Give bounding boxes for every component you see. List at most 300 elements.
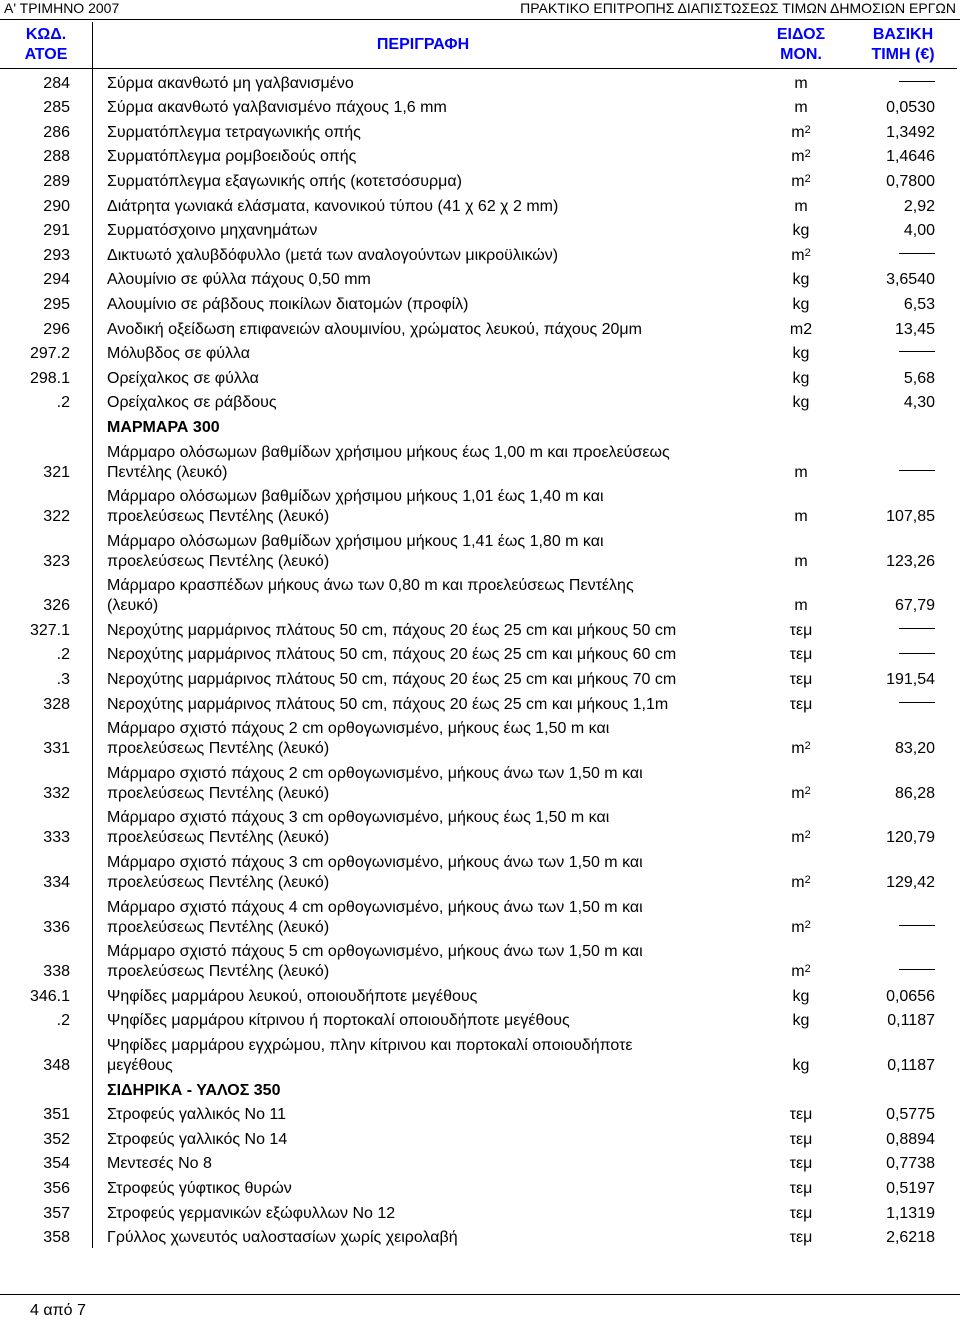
row-unit: τεμ	[789, 646, 813, 664]
table-row	[0, 94, 957, 119]
row-unit: kg	[792, 987, 810, 1005]
row-description-cell	[93, 217, 754, 242]
no-price-dash	[899, 81, 935, 82]
row-description-cell	[93, 616, 754, 641]
row-code: 297.2	[0, 340, 93, 365]
row-unit: τεμ	[789, 1130, 813, 1148]
row-description-cell	[93, 94, 754, 119]
row-description-cell	[93, 572, 754, 617]
row-code: 338	[0, 938, 93, 983]
row-description-cont: προελεύσεως Πεντέλης (λευκό)	[107, 740, 330, 758]
row-description: Νεροχύτης μαρμάρινος πλάτους 50 cm, πάχους 20 έως 25 cm και μήκους 50 cm	[107, 621, 677, 639]
row-unit-cell	[753, 266, 849, 291]
row-price: 6,53	[903, 295, 935, 313]
row-price-cell	[849, 848, 957, 893]
row-price-cell	[849, 389, 957, 414]
row-unit-cell	[753, 94, 849, 119]
page-number: 4 από 7	[30, 1302, 86, 1319]
row-unit: τεμ	[789, 1179, 813, 1197]
row-description: Συρματόπλεγμα τετραγωνικής οπής	[107, 123, 361, 141]
row-unit-cell	[753, 241, 849, 266]
row-description-cont: προελεύσεως Πεντέλης (λευκό)	[107, 784, 330, 802]
no-price-dash	[899, 470, 935, 471]
row-price: 1,3492	[886, 123, 935, 141]
row-description: Στροφεύς γύφτικος θυρών	[107, 1179, 292, 1197]
row-price: 1,1319	[886, 1204, 935, 1222]
row-price: 2,6218	[886, 1229, 935, 1247]
row-price-cell	[849, 1125, 957, 1150]
row-unit-cell	[753, 483, 849, 528]
row-unit: m	[794, 463, 808, 481]
row-code: 323	[0, 527, 93, 572]
row-price-cell	[849, 690, 957, 715]
table-row	[0, 1199, 957, 1224]
row-description: Αλουμίνιο σε φύλλα πάχους 0,50 mm	[107, 271, 371, 289]
row-price-cell	[849, 483, 957, 528]
row-unit-exponent: 2	[804, 172, 811, 185]
row-unit-exponent: 2	[804, 148, 811, 161]
row-description: Νεροχύτης μαρμάρινος πλάτους 50 cm, πάχους 20 έως 25 cm και μήκους 70 cm	[107, 671, 677, 689]
row-unit: kg	[792, 1012, 810, 1030]
table-row	[0, 315, 957, 340]
row-unit-cell	[753, 340, 849, 365]
row-unit: τεμ	[789, 1106, 813, 1124]
row-unit: m	[791, 148, 805, 166]
row-price-cell	[849, 167, 957, 192]
table-row	[0, 217, 957, 242]
row-unit-cell	[753, 715, 849, 760]
row-unit: m	[794, 74, 808, 92]
row-unit-cell	[753, 848, 849, 893]
row-price: 0,0530	[886, 99, 935, 117]
row-description-cell	[93, 483, 754, 528]
row-price: 0,8894	[886, 1130, 935, 1148]
row-description-cont: προελεύσεως Πεντέλης (λευκό)	[107, 552, 330, 570]
row-unit-exponent: 2	[804, 123, 811, 136]
row-unit: m	[791, 740, 805, 758]
row-code: 327.1	[0, 616, 93, 641]
table-row	[0, 167, 957, 192]
section-price-cell	[849, 413, 957, 438]
row-price-cell	[849, 641, 957, 666]
section-row	[0, 413, 957, 438]
row-price: 83,20	[894, 740, 935, 758]
row-code: 356	[0, 1174, 93, 1199]
row-price-cell	[849, 143, 957, 168]
row-description: Συρματόπλεγμα ρομβοειδούς οπής	[107, 148, 357, 166]
row-description-cell	[93, 340, 754, 365]
row-code: .2	[0, 389, 93, 414]
row-code: 358	[0, 1224, 93, 1249]
row-code: 284	[0, 69, 93, 94]
row-price-cell	[849, 572, 957, 617]
row-unit: τεμ	[789, 671, 813, 689]
no-price-dash	[899, 253, 935, 254]
row-unit-cell	[753, 572, 849, 617]
row-description-cell	[93, 804, 754, 849]
row-description-cell	[93, 315, 754, 340]
row-unit: kg	[792, 222, 810, 240]
no-price-dash	[899, 351, 935, 352]
row-unit-cell	[753, 364, 849, 389]
row-unit-cell	[753, 290, 849, 315]
table-row	[0, 266, 957, 291]
table-row	[0, 690, 957, 715]
table-row	[0, 572, 957, 617]
row-code: 289	[0, 167, 93, 192]
row-price: 3,6540	[886, 271, 935, 289]
row-unit: m	[791, 784, 805, 802]
row-price-cell	[849, 364, 957, 389]
row-description: Ψηφίδες μαρμάρου λευκού, οποιουδήποτε μεγέθους	[107, 987, 478, 1005]
row-unit: m2	[789, 320, 813, 338]
row-unit: m	[794, 99, 808, 117]
row-unit: τεμ	[789, 621, 813, 639]
row-price-cell	[849, 340, 957, 365]
row-price-cell	[849, 192, 957, 217]
row-description-cell	[93, 893, 754, 938]
row-unit: kg	[792, 394, 810, 412]
column-header-code: ΚΩΔ. ΑΤΟΕ	[0, 22, 93, 69]
table-row	[0, 1031, 957, 1076]
row-description-cont: προελεύσεως Πεντέλης (λευκό)	[107, 874, 330, 892]
table-row	[0, 389, 957, 414]
header-document-title: ΠΡΑΚΤΙΚΟ ΕΠΙΤΡΟΠΗΣ ΔΙΑΠΙΣΤΩΣΕΩΣ ΤΙΜΩΝ ΔΗΜΟΣΙΩΝ ΕΡΓΩΝ	[520, 0, 956, 16]
table-row	[0, 118, 957, 143]
row-price-cell	[849, 290, 957, 315]
row-description-cell	[93, 192, 754, 217]
row-price: 0,1187	[887, 1057, 935, 1074]
section-code-cell	[0, 1076, 93, 1101]
table-row	[0, 143, 957, 168]
row-code: 288	[0, 143, 93, 168]
row-unit: m	[794, 552, 808, 570]
row-unit: m	[794, 197, 808, 215]
row-code: 354	[0, 1150, 93, 1175]
row-unit: m	[791, 246, 805, 264]
row-description-cell	[93, 665, 754, 690]
row-unit: kg	[792, 345, 810, 363]
section-row	[0, 1076, 957, 1101]
row-description: Ψηφίδες μαρμάρου κίτρινου ή πορτοκαλί οποιουδήποτε μεγέθους	[107, 1012, 570, 1030]
row-price: 123,26	[886, 552, 935, 570]
row-price: 0,7738	[886, 1155, 935, 1173]
row-unit-cell	[753, 69, 849, 94]
table-header-row	[0, 22, 957, 69]
row-unit: m	[791, 918, 805, 936]
row-unit-cell	[753, 665, 849, 690]
table-row	[0, 483, 957, 528]
row-code: 351	[0, 1101, 93, 1126]
table-row	[0, 290, 957, 315]
no-price-dash	[899, 969, 935, 970]
row-code: 295	[0, 290, 93, 315]
row-description: Μάρμαρο ολόσωμων βαθμίδων χρήσιμου μήκους έως 1,00 m και προελεύσεως	[107, 443, 670, 461]
row-price-cell	[849, 118, 957, 143]
row-description: Μόλυβδος σε φύλλα	[107, 345, 251, 363]
row-description-cell	[93, 1101, 754, 1126]
row-price-cell	[849, 1224, 957, 1249]
row-price-cell	[849, 315, 957, 340]
row-description-cell	[93, 143, 754, 168]
row-unit-cell	[753, 759, 849, 804]
row-price-cell	[849, 616, 957, 641]
price-table	[0, 22, 957, 1248]
row-unit: m	[794, 597, 808, 615]
row-unit-cell	[753, 1224, 849, 1249]
row-description: Ορείχαλκος σε φύλλα	[107, 369, 259, 387]
row-description-cell	[93, 167, 754, 192]
row-description: Ανοδική οξείδωση επιφανειών αλουμινίου, χρώματος λευκού, πάχους 20μm	[107, 320, 642, 338]
row-description-cell	[93, 241, 754, 266]
section-unit-cell	[753, 413, 849, 438]
row-price-cell	[849, 759, 957, 804]
row-code: 326	[0, 572, 93, 617]
row-description: Μάρμαρο σχιστό πάχους 4 cm ορθογωνισμένο, μήκους άνω των 1,50 m και	[107, 898, 643, 916]
row-description-cell	[93, 438, 754, 483]
row-unit-cell	[753, 1007, 849, 1032]
row-price: 2,92	[903, 197, 935, 215]
row-description-cont: (λευκό)	[107, 597, 159, 615]
row-description-cont: μεγέθους	[107, 1057, 173, 1074]
row-unit-cell	[753, 893, 849, 938]
row-price-cell	[849, 69, 957, 94]
row-description-cell	[93, 1125, 754, 1150]
row-description: Αλουμίνιο σε ράβδους ποικίλων διατομών (προφίλ)	[107, 295, 469, 313]
row-unit: kg	[792, 1057, 810, 1074]
row-unit-cell	[753, 192, 849, 217]
row-unit-cell	[753, 389, 849, 414]
row-code: 328	[0, 690, 93, 715]
row-price: 129,42	[886, 874, 935, 892]
row-unit-cell	[753, 1174, 849, 1199]
row-description: Μάρμαρο ολόσωμων βαθμίδων χρήσιμου μήκους 1,41 έως 1,80 m και	[107, 532, 604, 550]
row-description: Στροφεύς γερμανικών εξώφυλλων Νο 12	[107, 1204, 396, 1222]
row-description-cell	[93, 389, 754, 414]
row-unit: kg	[792, 295, 810, 313]
header-period: Α' ΤΡΙΜΗΝΟ 2007	[4, 0, 120, 16]
row-description-cell	[93, 527, 754, 572]
no-price-dash	[899, 702, 935, 703]
row-description: Μάρμαρο σχιστό πάχους 2 cm ορθογωνισμένο, μήκους έως 1,50 m και	[107, 720, 610, 738]
row-description-cell	[93, 1199, 754, 1224]
table-row	[0, 982, 957, 1007]
row-price-cell	[849, 1031, 957, 1076]
row-description-cell	[93, 364, 754, 389]
row-description-cell	[93, 982, 754, 1007]
row-code: .2	[0, 641, 93, 666]
row-description-cell	[93, 1031, 754, 1076]
row-unit-cell	[753, 1101, 849, 1126]
row-description: Δικτυωτό χαλυβδόφυλλο (μετά των αναλογούντων μικροϋλικών)	[107, 246, 559, 264]
row-description-cont: προελεύσεως Πεντέλης (λευκό)	[107, 963, 330, 981]
row-unit-exponent: 2	[804, 918, 811, 931]
table-row	[0, 1125, 957, 1150]
row-price: 13,45	[894, 320, 935, 338]
row-unit-cell	[753, 804, 849, 849]
row-unit-exponent: 2	[804, 829, 811, 842]
table-row	[0, 69, 957, 94]
row-price: 0,5197	[886, 1179, 935, 1197]
table-row	[0, 759, 957, 804]
table-row	[0, 1224, 957, 1249]
no-price-dash	[899, 628, 935, 629]
row-description: Μεντεσές Νο 8	[107, 1155, 212, 1173]
row-unit-cell	[753, 118, 849, 143]
row-unit-cell	[753, 938, 849, 983]
row-code: 333	[0, 804, 93, 849]
row-unit-cell	[753, 690, 849, 715]
page-header	[0, 0, 960, 22]
row-description: Συρματόπλεγμα εξαγωνικής οπής (κοτετσόσυρμα)	[107, 172, 462, 190]
row-description: Μάρμαρο σχιστό πάχους 5 cm ορθογωνισμένο, μήκους άνω των 1,50 m και	[107, 943, 643, 961]
row-unit-cell	[753, 641, 849, 666]
row-price: 86,28	[894, 784, 935, 802]
row-price: 191,54	[886, 671, 935, 689]
row-description: Σύρμα ακανθωτό γαλβανισμένο πάχους 1,6 mm	[107, 99, 447, 117]
row-price-cell	[849, 1199, 957, 1224]
row-price-cell	[849, 1007, 957, 1032]
column-header-description: ΠΕΡΙΓΡΑΦΗ	[93, 22, 754, 69]
row-description: Στροφεύς γαλλικός Νο 14	[107, 1130, 288, 1148]
row-unit-cell	[753, 1199, 849, 1224]
row-description: Μάρμαρο σχιστό πάχους 3 cm ορθογωνισμένο, μήκους έως 1,50 m και	[107, 809, 610, 827]
section-code-cell	[0, 413, 93, 438]
row-price-cell	[849, 804, 957, 849]
row-price-cell	[849, 1101, 957, 1126]
row-price-cell	[849, 665, 957, 690]
row-description-cell	[93, 1007, 754, 1032]
row-description: Διάτρητα γωνιακά ελάσματα, κανονικού τύπου (41 χ 62 χ 2 mm)	[107, 197, 559, 215]
row-description-cell	[93, 690, 754, 715]
row-description-cell	[93, 1174, 754, 1199]
table-row	[0, 715, 957, 760]
row-price: 0,0656	[886, 987, 935, 1005]
row-description: Νεροχύτης μαρμάρινος πλάτους 50 cm, πάχους 20 έως 25 cm και μήκους 60 cm	[107, 646, 677, 664]
row-unit-cell	[753, 1031, 849, 1076]
row-unit: m	[791, 963, 805, 981]
row-unit: m	[794, 508, 808, 526]
row-description-cont: προελεύσεως Πεντέλης (λευκό)	[107, 918, 330, 936]
table-row	[0, 241, 957, 266]
row-price: 67,79	[894, 597, 935, 615]
row-price-cell	[849, 982, 957, 1007]
row-description-cell	[93, 266, 754, 291]
row-unit-cell	[753, 143, 849, 168]
row-unit: τεμ	[789, 1155, 813, 1173]
row-unit-cell	[753, 616, 849, 641]
row-unit-cell	[753, 1150, 849, 1175]
row-description-cell	[93, 938, 754, 983]
row-description-cell	[93, 290, 754, 315]
row-code: 290	[0, 192, 93, 217]
row-unit: m	[791, 123, 805, 141]
row-code: 286	[0, 118, 93, 143]
row-code: 293	[0, 241, 93, 266]
row-code: 285	[0, 94, 93, 119]
row-description-cell	[93, 118, 754, 143]
row-unit-cell	[753, 315, 849, 340]
row-description: Σύρμα ακανθωτό μη γαλβανισμένο	[107, 74, 354, 92]
row-description-cell	[93, 69, 754, 94]
table-row	[0, 1150, 957, 1175]
table-row	[0, 938, 957, 983]
row-code: 322	[0, 483, 93, 528]
row-description-cell	[93, 848, 754, 893]
row-unit-exponent: 2	[804, 874, 811, 887]
row-unit: m	[791, 829, 805, 847]
table-row	[0, 527, 957, 572]
row-code: 331	[0, 715, 93, 760]
column-header-unit: ΕΙΔΟΣ ΜΟΝ.	[753, 22, 849, 69]
row-code: 291	[0, 217, 93, 242]
row-description: Μάρμαρο σχιστό πάχους 2 cm ορθογωνισμένο, μήκους άνω των 1,50 m και	[107, 764, 643, 782]
row-code: 348	[0, 1031, 93, 1076]
section-title: ΣΙΔΗΡΙΚΑ - ΥΑΛΟΣ 350	[107, 1081, 281, 1099]
row-description-cell	[93, 715, 754, 760]
row-price: 0,1187	[887, 1012, 935, 1030]
table-row	[0, 1174, 957, 1199]
row-code: 332	[0, 759, 93, 804]
row-price-cell	[849, 241, 957, 266]
row-code: 346.1	[0, 982, 93, 1007]
row-price-cell	[849, 217, 957, 242]
row-price-cell	[849, 94, 957, 119]
row-description-cell	[93, 1150, 754, 1175]
row-price: 4,00	[903, 222, 935, 240]
table-row	[0, 641, 957, 666]
row-price: 107,85	[886, 508, 935, 526]
table-row	[0, 192, 957, 217]
row-code: .3	[0, 665, 93, 690]
row-description-cell	[93, 1224, 754, 1249]
row-price: 120,79	[886, 829, 935, 847]
row-description: Στροφεύς γαλλικός Νο 11	[107, 1106, 287, 1124]
row-price-cell	[849, 715, 957, 760]
row-unit: kg	[792, 271, 810, 289]
row-price-cell	[849, 438, 957, 483]
row-description: Μάρμαρο σχιστό πάχους 3 cm ορθογωνισμένο, μήκους άνω των 1,50 m και	[107, 854, 643, 872]
row-price-cell	[849, 893, 957, 938]
row-price: 5,68	[903, 369, 935, 387]
row-unit: m	[791, 172, 805, 190]
row-unit: τεμ	[789, 1204, 813, 1222]
row-code: 336	[0, 893, 93, 938]
row-price: 0,5775	[886, 1106, 935, 1124]
table-row	[0, 665, 957, 690]
row-description-cell	[93, 641, 754, 666]
row-code: 357	[0, 1199, 93, 1224]
section-title: ΜΑΡΜΑΡΑ 300	[107, 418, 220, 436]
table-row	[0, 893, 957, 938]
row-description: Συρματόσχοινο μηχανημάτων	[107, 222, 318, 240]
row-unit-exponent: 2	[804, 246, 811, 259]
row-description: Νεροχύτης μαρμάρινος πλάτους 50 cm, πάχους 20 έως 25 cm και μήκους 1,1m	[107, 695, 669, 713]
row-code: 294	[0, 266, 93, 291]
row-unit: τεμ	[789, 1229, 813, 1247]
row-price: 0,7800	[886, 172, 935, 190]
row-price-cell	[849, 1174, 957, 1199]
table-row	[0, 1007, 957, 1032]
row-unit-exponent: 2	[804, 740, 811, 753]
row-unit-exponent: 2	[804, 963, 811, 976]
row-unit-cell	[753, 167, 849, 192]
row-code: 298.1	[0, 364, 93, 389]
row-description-cell	[93, 759, 754, 804]
row-price-cell	[849, 527, 957, 572]
row-unit-exponent: 2	[804, 784, 811, 797]
row-description: Ψηφίδες μαρμάρου εγχρώμου, πλην κίτρινου και πορτοκαλί οποιουδήποτε	[107, 1037, 633, 1054]
